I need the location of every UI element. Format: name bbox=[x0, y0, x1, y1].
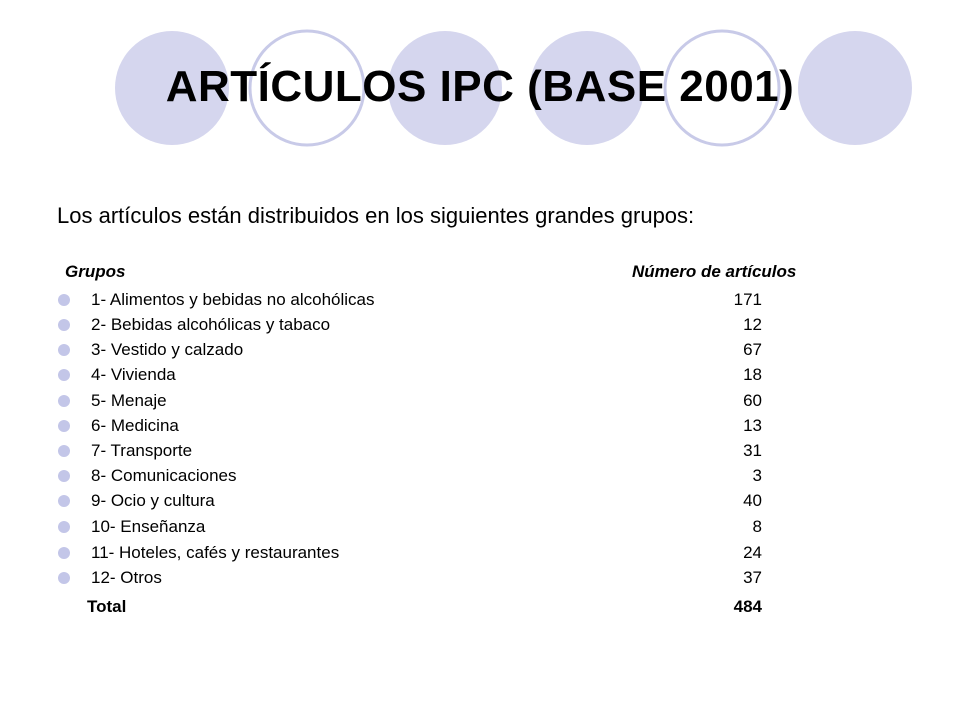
group-label: 6- Medicina bbox=[91, 416, 179, 435]
article-count: 60 bbox=[743, 391, 762, 410]
column-header-numero: Número de artículos bbox=[632, 262, 797, 281]
bullet-icon bbox=[58, 294, 70, 306]
article-count: 8 bbox=[752, 517, 762, 536]
bullet-icon bbox=[58, 344, 70, 356]
list-item bbox=[0, 365, 960, 389]
bullet-icon bbox=[58, 470, 70, 482]
group-label: 3- Vestido y calzado bbox=[91, 340, 244, 359]
group-label: 9- Ocio y cultura bbox=[91, 491, 215, 510]
bullet-icon bbox=[58, 521, 70, 533]
article-count: 24 bbox=[743, 543, 762, 562]
total-label: Total bbox=[87, 597, 127, 616]
list-item bbox=[0, 491, 960, 515]
group-label: 2- Bebidas alcohólicas y tabaco bbox=[91, 315, 331, 334]
article-count: 40 bbox=[743, 491, 762, 510]
bullet-icon bbox=[58, 547, 70, 559]
column-header-grupos: Grupos bbox=[65, 262, 126, 281]
article-count: 31 bbox=[743, 441, 762, 460]
list-item bbox=[0, 466, 960, 490]
group-label: 12- Otros bbox=[91, 568, 162, 587]
group-label: 1- Alimentos y bebidas no alcohólicas bbox=[91, 290, 375, 309]
article-count: 12 bbox=[743, 315, 762, 334]
article-count: 67 bbox=[743, 340, 762, 359]
group-label: 5- Menaje bbox=[91, 391, 167, 410]
bullet-icon bbox=[58, 572, 70, 584]
total-value: 484 bbox=[733, 597, 762, 616]
intro-text: Los artículos están distribuidos en los siguientes grandes grupos: bbox=[57, 203, 695, 228]
list-item bbox=[0, 517, 960, 541]
article-count: 37 bbox=[743, 568, 762, 587]
slide-title: ARTÍCULOS IPC (BASE 2001) bbox=[165, 62, 795, 111]
list-item bbox=[0, 290, 960, 314]
article-count: 3 bbox=[752, 466, 762, 485]
bullet-icon bbox=[58, 445, 70, 457]
bullet-icon bbox=[58, 420, 70, 432]
bullet-icon bbox=[58, 369, 70, 381]
group-label: 8- Comunicaciones bbox=[91, 466, 237, 485]
list-item bbox=[0, 315, 960, 339]
list-item bbox=[0, 568, 960, 592]
list-item bbox=[0, 441, 960, 465]
group-label: 11- Hoteles, cafés y restaurantes bbox=[91, 543, 340, 562]
article-count: 18 bbox=[743, 365, 762, 384]
bullet-icon bbox=[58, 319, 70, 331]
group-label: 4- Vivienda bbox=[91, 365, 176, 384]
group-label: 7- Transporte bbox=[91, 441, 193, 460]
list-item bbox=[0, 416, 960, 440]
article-count: 171 bbox=[733, 290, 762, 309]
bullet-icon bbox=[58, 495, 70, 507]
bullet-icon bbox=[58, 395, 70, 407]
article-count: 13 bbox=[743, 416, 762, 435]
list-item bbox=[0, 340, 960, 364]
list-item bbox=[0, 391, 960, 415]
list-item bbox=[0, 543, 960, 567]
group-label: 10- Enseñanza bbox=[91, 517, 206, 536]
